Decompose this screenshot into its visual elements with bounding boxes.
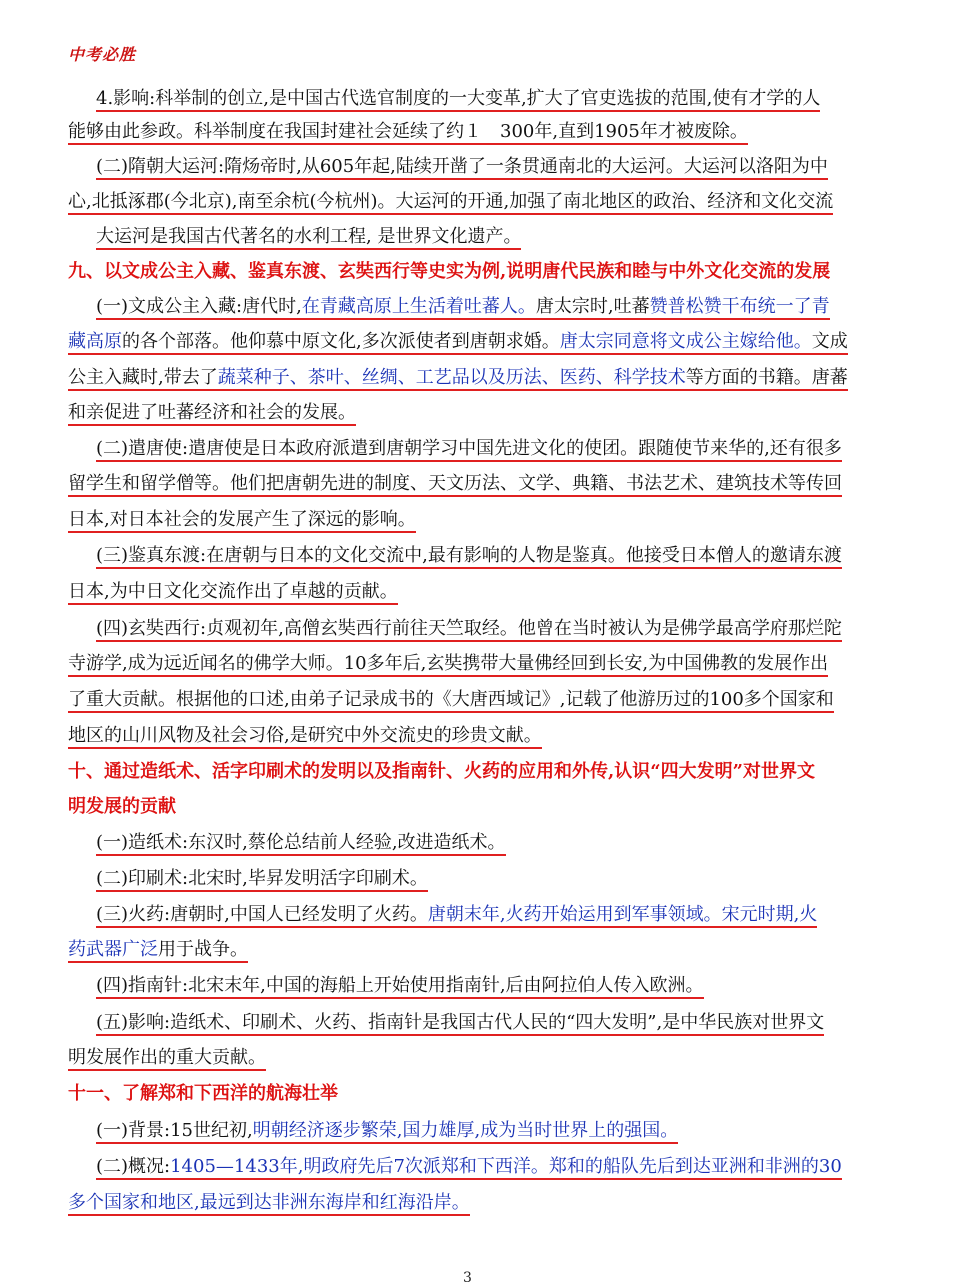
line-text [68, 761, 815, 782]
text-line [68, 117, 748, 153]
text-line [68, 505, 416, 541]
text-line [68, 721, 542, 757]
text-line [68, 363, 848, 399]
body-text: 日本,为中日文化交流作出了卓越的贡献。 [68, 581, 398, 602]
body-text: 地区的山川风物及社会习俗,是研究中外交流史的珍贵文献。 [68, 725, 542, 746]
key-point-text: 在青藏高原上生活着吐蕃人。 [301, 296, 536, 317]
text-line [96, 1152, 842, 1188]
body-text: (二)印刷术:北宋时,毕昇发明活字印刷术。 [96, 868, 428, 889]
line-text [96, 545, 842, 569]
key-point-text: 蔬菜种子、茶叶、丝绸、工艺品以及历法、医药、科学技术 [217, 367, 686, 388]
body-text: (二)概况: [96, 1156, 171, 1177]
text-line [68, 935, 248, 971]
key-point-text: 唐太宗同意将文成公主嫁给他。 [559, 331, 812, 352]
line-text [96, 1120, 678, 1144]
text-line [96, 1008, 824, 1044]
line-text [96, 832, 506, 856]
body-text: (四)玄奘西行:贞观初年,高僧玄奘西行前往天竺取经。他曾在当时被认为是佛学最高学府那烂陀 [96, 618, 842, 639]
text-line [96, 152, 828, 188]
body-text: (三)火药:唐朝时,中国人已经发明了火药。 [96, 904, 428, 925]
body-text: (一)背景:15世纪初, [96, 1120, 253, 1141]
line-text [68, 402, 356, 426]
line-text [96, 618, 842, 642]
line-text [68, 1192, 470, 1216]
line-text [96, 88, 820, 112]
body-text: 的各个部落。他仰慕中原文化,多次派使者到唐朝求婚。 [122, 331, 560, 352]
key-point-text: 1405—1433年,明政府先后7次派郑和下西洋。郑和的船队先后到达亚洲和非洲的30 [170, 1156, 842, 1177]
body-text: 公主入藏时,带去了 [68, 367, 218, 388]
line-text [68, 725, 542, 749]
line-text [68, 191, 833, 215]
body-text: 4.影响:科举制的创立,是中国古代选官制度的一大变革,扩大了官吏选拔的范围,使有才学的人 [96, 88, 821, 109]
page-number: 3 [463, 1270, 472, 1286]
body-text: 十一、了解郑和下西洋的航海壮举 [68, 1083, 338, 1104]
key-point-text: 藏高原 [68, 331, 122, 352]
body-text: (四)指南针:北宋末年,中国的海船上开始使用指南针,后由阿拉伯人传入欧洲。 [96, 975, 704, 996]
key-point-text: 唐朝末年,火药开始运用到军事领域。宋元时期,火 [427, 904, 818, 925]
line-text [68, 509, 416, 533]
text-line [68, 327, 848, 363]
line-text [68, 473, 842, 497]
section-heading [68, 792, 176, 828]
text-line [96, 434, 842, 470]
body-text: 大运河是我国古代著名的水利工程, 是世界文化遗产。 [96, 226, 522, 247]
line-text [68, 653, 828, 677]
body-text: 心,北抵涿郡(今北京),南至余杭(今杭州)。大运河的开通,加强了南北地区的政治、经济和文化交流 [68, 191, 834, 212]
body-text: 等方面的书籍。唐蕃 [685, 367, 848, 388]
text-line [96, 292, 830, 328]
body-text: 用于战争。 [158, 939, 248, 960]
line-text [96, 868, 428, 892]
text-line [96, 900, 817, 936]
body-text: 明发展作出的重大贡献。 [68, 1047, 266, 1068]
section-heading [68, 1079, 338, 1115]
text-line [96, 864, 428, 900]
text-line [68, 469, 842, 505]
line-text [68, 581, 398, 605]
line-text [96, 975, 704, 999]
body-text: 寺游学,成为远近闻名的佛学大师。10多年后,玄奘携带大量佛经回到长安,为中国佛教的发展作出 [68, 653, 829, 674]
line-text [68, 261, 830, 282]
text-line [96, 971, 704, 1007]
line-text [68, 367, 848, 391]
body-text: 能够由此参政。科举制度在我国封建社会延续了约１ 300年,直到1905年才被废除。 [68, 121, 748, 142]
text-line [68, 685, 834, 721]
text-line [68, 1043, 266, 1079]
text-line [96, 84, 820, 120]
body-text: (五)影响:造纸术、印刷术、火药、指南针是我国古代人民的“四大发明”,是中华民族对世界文 [96, 1012, 825, 1033]
line-text [68, 121, 748, 145]
body-text: 唐太宗时,吐蕃 [535, 296, 650, 317]
line-text [68, 796, 176, 817]
body-text: (三)鉴真东渡:在唐朝与日本的文化交流中,最有影响的人物是鉴真。他接受日本僧人的邀请东渡 [96, 545, 842, 566]
line-text [68, 331, 848, 355]
line-text [68, 1047, 266, 1071]
key-point-text: 赞普松赞干布统一了青 [649, 296, 830, 317]
header-mark: 中考必胜 [68, 45, 137, 64]
text-line [96, 1116, 678, 1152]
text-line [68, 187, 833, 223]
body-text: 留学生和留学僧等。他们把唐朝先进的制度、天文历法、文学、典籍、书法艺术、建筑技术等传回 [68, 473, 842, 494]
body-text: (一)造纸术:东汉时,蔡伦总结前人经验,改进造纸术。 [96, 832, 506, 853]
line-text [68, 939, 248, 963]
line-text [96, 296, 830, 320]
key-point-text: 药武器广泛 [68, 939, 158, 960]
key-point-text: 多个国家和地区,最远到达非洲东海岸和红海沿岸。 [68, 1192, 470, 1213]
line-text [96, 904, 817, 928]
key-point-text: 明朝经济逐步繁荣,国力雄厚,成为当时世界上的强国。 [252, 1120, 679, 1141]
body-text: 九、以文成公主入藏、鉴真东渡、玄奘西行等史实为例,说明唐代民族和睦与中外文化交流的发展 [68, 261, 831, 282]
line-text [96, 1156, 842, 1180]
text-line [96, 614, 842, 650]
section-heading [68, 757, 815, 793]
text-line [96, 828, 506, 864]
text-line [68, 398, 356, 434]
body-text: 文成 [811, 331, 848, 352]
text-line [96, 541, 842, 577]
body-text: 明发展的贡献 [68, 796, 176, 817]
text-line [68, 577, 398, 613]
line-text [96, 1012, 824, 1036]
text-line [68, 1188, 470, 1224]
line-text [96, 156, 828, 180]
text-line [68, 649, 828, 685]
line-text [68, 1083, 338, 1104]
line-text [96, 438, 842, 462]
body-text: (二)隋朝大运河:隋炀帝时,从605年起,陆续开凿了一条贯通南北的大运河。大运河以洛阳为中 [96, 156, 828, 177]
body-text: 和亲促进了吐蕃经济和社会的发展。 [68, 402, 356, 423]
line-text [68, 689, 834, 713]
line-text [96, 226, 521, 250]
body-text: 日本,对日本社会的发展产生了深远的影响。 [68, 509, 416, 530]
body-text: (一)文成公主入藏:唐代时, [96, 296, 302, 317]
section-heading [68, 257, 830, 293]
body-text: 了重大贡献。根据他的口述,由弟子记录成书的《大唐西域记》,记载了他游历过的100多个国家和 [68, 689, 834, 710]
text-line [96, 222, 521, 258]
body-text: (二)遣唐使:遣唐使是日本政府派遣到唐朝学习中国先进文化的使团。跟随使节来华的,还有很多 [96, 438, 842, 459]
body-text: 十、通过造纸术、活字印刷术的发明以及指南针、火药的应用和外传,认识“四大发明”对世界文 [68, 761, 815, 782]
